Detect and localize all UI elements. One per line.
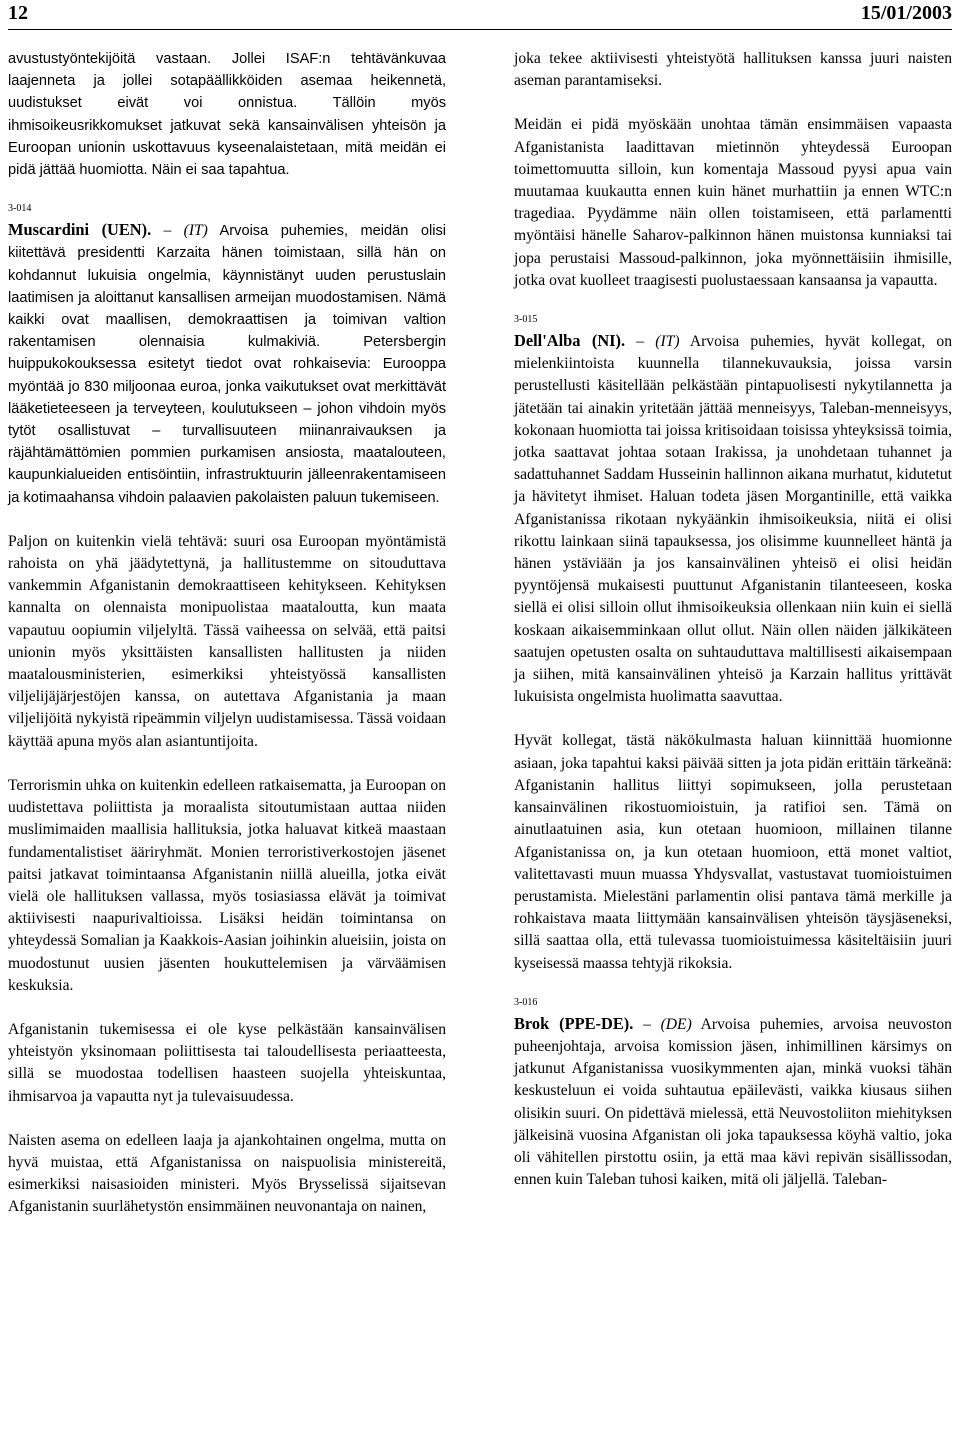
right-column [514,48,952,1213]
paragraph: Paljon on kuitenkin vielä tehtävä: suuri osa Euroopan myöntämistä rahoista on yhä jäädytettynä, ja hallitustemme on sitouduttava vankemmin Afganistanin demokraattiseen kehitykseen. Kehityksen kannalta on olennaista monipuolistaa maataloutta, kun maata vapautuu oopiumin viljelyltä. Tässä vaiheessa on selvää, että paitsi unionin myös yksittäisten kansallisten hallitusten ja niiden maatalousministerien, esimerkiksi yhteistyössä kansallisten viljelijäjärjestöjen kanssa, on autettava Afganistania ja maan viljelijöitä nykyistä ripeämmin viljelyn uudistamisessa. Tässä voidaan käyttää apuna myös alan asiantuntijoita. [8,532,446,750]
speech-code: 3-016 [514,996,538,1008]
paragraph: Hyvät kollegat, tästä näkökulmasta haluan kiinnittää huomionne asiaan, joka tapahtui kaksi päivää sitten ja jota pidän erittäin tärkeänä: Afganistanin hallitus liittyi sopimukseen, jolla perustetaan kansainvälinen rikostuomioistuin, ja ratifioi sen. Tämä on ainutlaatuinen asia, kun otetaan huomioon, millainen tilanne Afganistanissa on, ja kun otetaan huomioon, että monet valtiot, valitettavasti muun muassa Yhdysvallat, vastustavat tuomioistuimen perustamista. Mielestäni parlamentin olisi pantava tämä merkille ja rohkaistava maata liittymään kansainvälisen yhteisön täysjäseneksi, sillä saattaa olla, että tulevassa tuomioistuimessa käsiteltäisiin juuri kyseisessä maassa tehtyjä rikoksia. [514,732,952,972]
paragraph: Afganistanin tukemisessa ei ole kyse pelkästään kansainvälisen yhteistyön yksinomaan poliittisesta tai taloudellisesta periaatteesta, sillä se muodostaa todellisen haasteen suojella yhteiskuntaa, ihmisarvoa ja vapautta nyt ja tulevaisuudessa. [8,1020,446,1105]
speaker-name: Muscardini (UEN). [8,220,152,240]
speech-paragraph [514,1013,952,1192]
paragraph: joka tekee aktiivisesti yhteistyötä hallituksen kanssa juuri naisten aseman parantamiseksi. [514,50,952,90]
paragraph: Naisten asema on edelleen laaja ja ajankohtainen ongelma, mutta on hyvä muistaa, että Afganistanissa on naispuolisia ministereitä, esimerkiksi naisasioiden ministeri. Myös Brysselissä sijaitsevan Afganistanin suurlähetystön ensimmäinen neuvonantaja on nainen, [8,1131,446,1216]
speech-code: 3-015 [514,314,538,326]
language-tag: (DE) [660,1015,692,1033]
dash: – [633,1015,661,1033]
dash: – [625,333,656,351]
speech-paragraph [8,219,446,509]
paragraph: Meidän ei pidä myöskään unohtaa tämän ensimmäisen vapaasta Afganistanista laadittavan mietinnön yhteydessä Euroopan toimettomuutta silloin, kun komentaja Massoud pyysi apua vain muutamaa kuukautta ennen kuin hänet murhattiin ja ennen WTC:n tragediaa. Pyydämme näin ollen toistamiseen, että parlamentti myöntäisi hänelle Saharov-palkinnon hänen muistonsa kunniaksi tai jopa perustaisi Massoud-palkinnon, joka myönnettäisiin ihmisille, jotka ovat kuolleet traagisesti puolustaessaan kansaansa ja vapautta. [514,116,952,289]
speech-paragraph [514,330,952,708]
language-tag: (IT) [655,333,680,351]
paragraph: Terrorismin uhka on kuitenkin edelleen ratkaisematta, ja Euroopan on uudistettava poliittista ja moraalista sitoutumistaan auttaa niiden muslimimaiden maallisia hallituksia, jotka haluavat kitkeä maastaan fundamentalistiset ääriryhmät. Monien terroristiverkostojen jäsenet paitsi jatkavat toimintaansa Afganistanin niillä alueilla, jotka eivät vielä ole hallituksen vallassa, myös tosiasiassa elävät ja toimivat aktiivisesti naapurivaltioissa. Lisäksi heidän toimintansa on yhteydessä Somalian ja Kaakkois-Aasian joihinkin alueisiin, joista on muodostunut uusien jäsenten houkuttelemisen ja värväämisen keskuksia. [8,776,446,994]
speech-code: 3-014 [8,203,32,215]
speaker-name: Dell'Alba (NI). [514,331,626,351]
page-header [8,2,952,28]
speaker-name: Brok (PPE-DE). [514,1013,634,1033]
language-tag: (IT) [183,222,208,240]
paragraph: avustustyöntekijöitä vastaan. Jollei ISAF:n tehtävänkuvaa laajenneta ja jollei sotapäällikköiden asemaa heikennetä, uudistukset eivät voi onnistua. Tällöin myös ihmisoikeusrikkomukset jatkuvat sekä kansainvälisen yhteisön ja Euroopan unionin uskottavuus kyseenalaistetaan, mitä meidän ei pidä jättää huomiotta. Näin ei saa tapahtua. [8,51,446,179]
speech-text: Arvoisa puhemies, hyvät kollegat, on mielenkiintoista kuunnella tilannekuvauksia, joissa varsin perustellusti käsitellään pelkästään pintapuolisesti nykytilannetta ja jätetään tai ainakin yritetään jättää menneisyys, Taleban-menneisyys, kokonaan huomiotta tai joissa kritisoidaan toisissa yhteyksissä toimia, jotka saattavat johtaa sotaan Irakissa, ja unohdetaan tuhannet ja sadattuhannet Saddam Husseinin hallinnon aikana murhatut, kidutetut ja hävitetyt ihmiset. Haluan todeta jäsen Morgantinille, että vaikka Afganistanissa rikotaan nykyäänkin ihmisoikeuksia, niitä ei olisi rikottu lainkaan siinä tapauksessa, jos olisimme kuunnelleet häntä ja hänen ystäviään ja jos kansainvälinen yhteisö ei olisi heidän pyyntöjensä mukaisesti puuttunut Afganistanin tilanteeseen, koska siellä ei olisi silloin ollut ihmisoikeuksia ollenkaan niin kuin ei siellä koskaan aikaisemminkaan ollut ollut. Näin ollen näiden jälkikäteen saatujen opetusten osalta on suhtauduttava maltillisesti aikaisempaan ja siihen, mitä kansainvälinen yhteisö ja Karzain hallitus yrittävät lukuisista ongelmista huolimatta saavuttaa. [514,333,952,706]
speech-text: Arvoisa puhemies, arvoisa neuvoston puheenjohtaja, arvoisa komission jäsen, inhimillinen kärsimys on jatkunut Afganistanissa vuosikymmenten ajan, minkä vuoksi tähän keskusteluun ei voida suhtautua epäilevästi, vaikka kiusaus siihen olisikin suuri. On pidettävä mielessä, että Neuvostoliiton miehityksen jälkeisinä vuosina Afganistan oli joka tapauksessa köyhä valtio, joka oli vähitellen pirstottu osiin, ja että maa kävi repivän sisällissodan, ennen kuin Taleban tuhosi kaiken, mitä oli jäljellä. Taleban- [514,1015,952,1189]
dash: – [151,222,184,240]
header-rule [8,29,952,30]
page-number: 12 [8,2,28,24]
left-column [8,48,446,1241]
speech-text: Arvoisa puhemies, meidän olisi kiitettävä presidentti Karzaita hänen toimistaan, sillä hän on kohdannut lukuisia ongelmia, käynnistänyt uuden perustuslain laatimisen ja aloittanut kansallisen armeijan muodostamisen. Nämä kaikki ovat maallisen, demokraattisen ja toimivan valtion rakentamisen olennaisia kulmakiviä. Petersbergin huippukokouksessa esitetyt tiedot ovat rohkaisevia: Eurooppa myöntää jo 830 miljoonaa euroa, jonka vaikutukset ovat merkittävät lääketieteeseen ja terveyteen, koulutukseen – johon vihdoin myös tytöt osallistuvat – turvallisuuteen miinanraivauksen ja räjähtämättömien pommien purkamisen ansiosta, maatalouteen, kaupunkialueiden entisöintiin, infrastruktuurin jälleenrakentamiseen ja kotimaahansa vihdoin palaavien pakolaisten paluun tukemiseen. [8,223,446,506]
page-date: 15/01/2003 [860,2,952,24]
